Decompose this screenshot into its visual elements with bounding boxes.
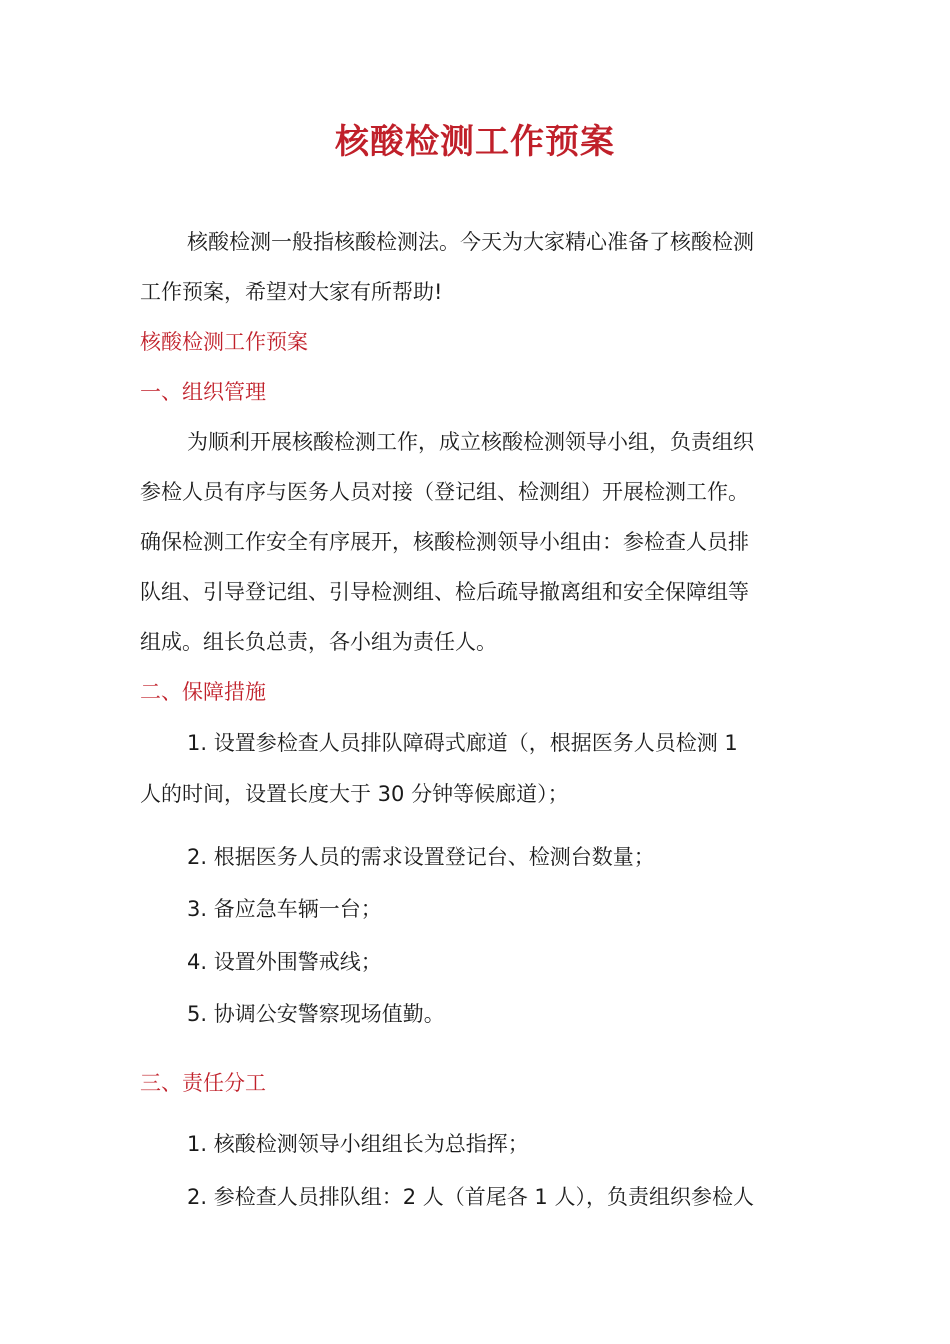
section1-line-5: 组成。组长负总责，各小组为责任人。 — [140, 630, 497, 654]
section2-item2: 2. 根据医务人员的需求设置登记台、检测台数量； — [187, 845, 655, 869]
section1-line-2: 参检人员有序与医务人员对接（登记组、检测组）开展检测工作。 — [140, 480, 749, 504]
document-title: 核酸检测工作预案 — [335, 122, 615, 162]
section1-heading: 一、组织管理 — [140, 380, 266, 404]
section2-item3: 3. 备应急车辆一台； — [187, 897, 382, 921]
section2-item1-line-2: 人的时间，设置长度大于 30 分钟等候廊道）； — [140, 782, 569, 806]
section1-line-1: 为顺利开展核酸检测工作，成立核酸检测领导小组，负责组织 — [187, 430, 754, 454]
section2-item4: 4. 设置外围警戒线； — [187, 950, 382, 974]
intro-line-2: 工作预案，希望对大家有所帮助! — [140, 280, 443, 304]
section3-heading: 三、责任分工 — [140, 1071, 266, 1095]
section1-line-4: 队组、引导登记组、引导检测组、检后疏导撤离组和安全保障组等 — [140, 580, 749, 604]
intro-line-1: 核酸检测一般指核酸检测法。今天为大家精心准备了核酸检测 — [187, 230, 754, 254]
section-subtitle: 核酸检测工作预案 — [140, 330, 308, 354]
section2-heading: 二、保障措施 — [140, 680, 266, 704]
section3-item1: 1. 核酸检测领导小组组长为总指挥； — [187, 1132, 529, 1156]
section2-item5: 5. 协调公安警察现场值勤。 — [187, 1002, 445, 1026]
section1-line-3: 确保检测工作安全有序展开，核酸检测领导小组由：参检查人员排 — [140, 530, 749, 554]
section3-item2: 2. 参检查人员排队组：2 人（首尾各 1 人），负责组织参检人 — [187, 1185, 754, 1209]
section2-item1-line-1: 1. 设置参检查人员排队障碍式廊道（，根据医务人员检测 1 — [187, 731, 738, 755]
